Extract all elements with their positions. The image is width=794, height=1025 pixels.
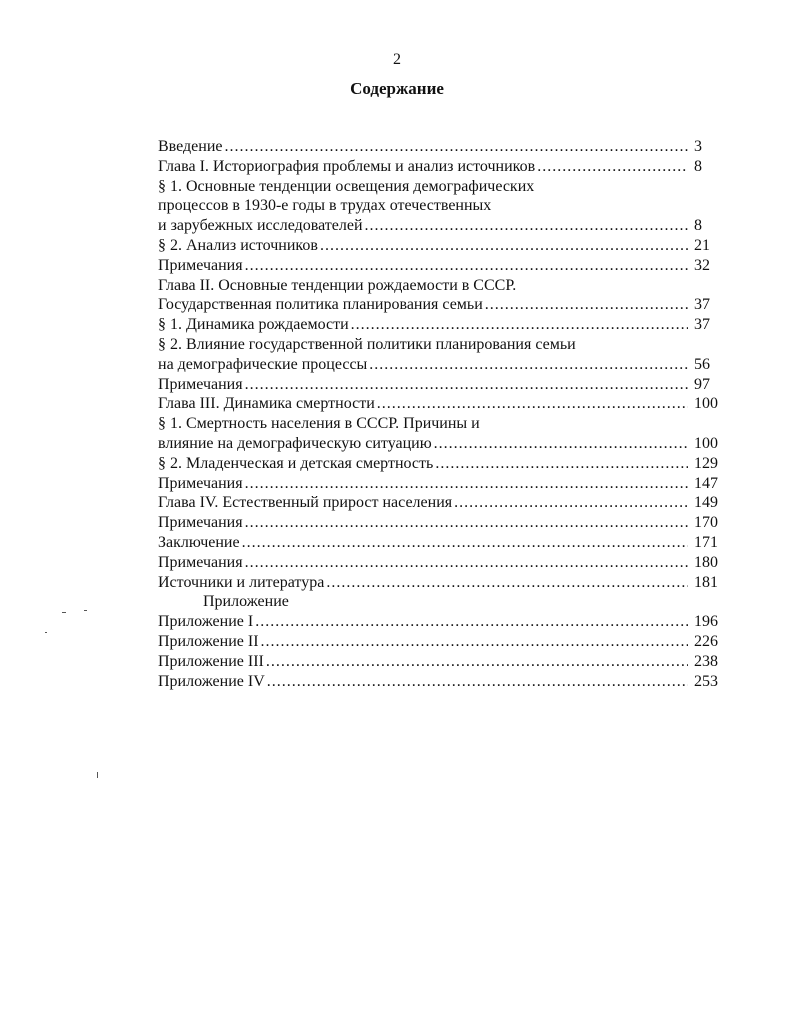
toc-label: на демографические процессы [158, 355, 368, 373]
toc-line [158, 672, 734, 692]
toc-section-heading [158, 592, 734, 612]
toc-dot-leader [351, 315, 688, 335]
toc-label: Приложение I [158, 613, 254, 631]
toc-dot-leader [537, 157, 688, 177]
toc-line [158, 652, 734, 672]
toc-label: Глава III. Динамика смертности [158, 395, 375, 413]
toc-label: § 1. Динамика рождаемости [158, 316, 349, 334]
toc-line [158, 276, 734, 296]
toc-page-number: 171 [694, 533, 718, 551]
toc-label: § 2. Влияние государственной политики планирования семьи [158, 335, 576, 353]
toc-line [158, 177, 734, 197]
scan-speck [97, 772, 98, 778]
toc-line [158, 513, 734, 533]
toc-page-number: 8 [694, 217, 702, 235]
toc-page-number: 21 [694, 236, 710, 254]
toc-line [158, 414, 734, 434]
toc-dot-leader [245, 553, 688, 573]
toc-dot-leader [261, 632, 688, 652]
toc-dot-leader [320, 236, 688, 256]
toc-line [158, 196, 734, 216]
toc-page-number: 100 [694, 395, 718, 413]
toc-label: Приложение II [158, 632, 259, 650]
toc-label: Заключение [158, 533, 240, 551]
toc-dot-leader [245, 375, 688, 395]
toc-line [158, 474, 734, 494]
toc-dot-leader [245, 474, 688, 494]
toc-page-number: 129 [694, 454, 718, 472]
toc-dot-leader [245, 513, 688, 533]
toc-label: и зарубежных исследователей [158, 217, 363, 235]
toc-line [158, 394, 734, 414]
toc-page-number: 181 [694, 573, 718, 591]
toc-line [158, 434, 734, 454]
toc-line [158, 553, 734, 573]
page-title: Содержание [350, 79, 444, 98]
toc-dot-leader [454, 493, 688, 513]
toc-page-number: 97 [694, 375, 710, 393]
toc-page-number: 8 [694, 157, 702, 175]
toc-label: Приложение [203, 593, 289, 611]
toc-label: Примечания [158, 474, 243, 492]
toc-label: Введение [158, 138, 223, 155]
toc-line [158, 375, 734, 395]
toc-page-number: 196 [694, 613, 718, 631]
table-of-contents [158, 137, 734, 691]
toc-label: § 1. Смертность населения в СССР. Причины и [158, 415, 480, 433]
toc-dot-leader [377, 394, 688, 414]
scan-speck [62, 612, 66, 613]
toc-label: Источники и литература [158, 573, 325, 591]
toc-dot-leader [267, 672, 688, 692]
toc-line [158, 533, 734, 553]
toc-dot-leader [485, 295, 688, 315]
toc-dot-leader [266, 652, 688, 672]
toc-dot-leader [369, 355, 688, 375]
toc-line [158, 454, 734, 474]
page-number: 2 [393, 51, 401, 68]
scan-speck [45, 632, 47, 633]
toc-line [158, 355, 734, 375]
toc-page-number: 149 [694, 494, 718, 512]
toc-page-number: 170 [694, 514, 718, 532]
toc-line [158, 335, 734, 355]
toc-page-number: 147 [694, 474, 718, 492]
toc-page-number: 253 [694, 672, 718, 690]
toc-label: Примечания [158, 553, 243, 571]
toc-page-number: 100 [694, 434, 718, 452]
toc-label: Государственная политика планирования семьи [158, 296, 483, 314]
toc-line [158, 315, 734, 335]
toc-dot-leader [434, 434, 688, 454]
toc-page-number: 226 [694, 632, 718, 650]
toc-dot-leader [435, 454, 688, 474]
toc-line [158, 612, 734, 632]
toc-page-number: 238 [694, 652, 718, 670]
toc-dot-leader [225, 137, 689, 157]
toc-dot-leader [255, 612, 688, 632]
toc-label: § 1. Основные тенденции освещения демографических [158, 177, 535, 195]
toc-label: § 2. Младенческая и детская смертность [158, 454, 434, 472]
toc-line [158, 236, 734, 256]
toc-line [158, 493, 734, 513]
toc-page-number: 37 [694, 316, 710, 334]
toc-label: влияние на демографическую ситуацию [158, 434, 432, 452]
toc-line [158, 157, 734, 177]
toc-label: Примечания [158, 514, 243, 532]
toc-label: Примечания [158, 375, 243, 393]
toc-label: § 2. Анализ источников [158, 236, 318, 254]
toc-dot-leader [365, 216, 688, 236]
toc-page-number: 56 [694, 355, 710, 373]
toc-line [158, 137, 734, 157]
toc-page-number: 37 [694, 296, 710, 314]
toc-page-number: 32 [694, 256, 710, 274]
toc-label: Глава IV. Естественный прирост населения [158, 494, 453, 512]
toc-label: Глава I. Историография проблемы и анализ источников [158, 157, 536, 175]
toc-line [158, 632, 734, 652]
toc-label: Глава II. Основные тенденции рождаемости в СССР. [158, 276, 517, 294]
toc-label: Приложение III [158, 652, 264, 670]
toc-line [158, 216, 734, 236]
toc-page-number: 3 [694, 138, 702, 155]
toc-page-number: 180 [694, 553, 718, 571]
scan-speck [84, 610, 87, 611]
toc-label: Приложение IV [158, 672, 265, 690]
toc-label: Примечания [158, 256, 243, 274]
toc-dot-leader [245, 256, 688, 276]
toc-label: процессов в 1930-е годы в трудах отечественных [158, 197, 492, 215]
toc-dot-leader [326, 573, 688, 593]
toc-line [158, 573, 734, 593]
toc-line [158, 295, 734, 315]
toc-dot-leader [242, 533, 688, 553]
toc-line [158, 256, 734, 276]
